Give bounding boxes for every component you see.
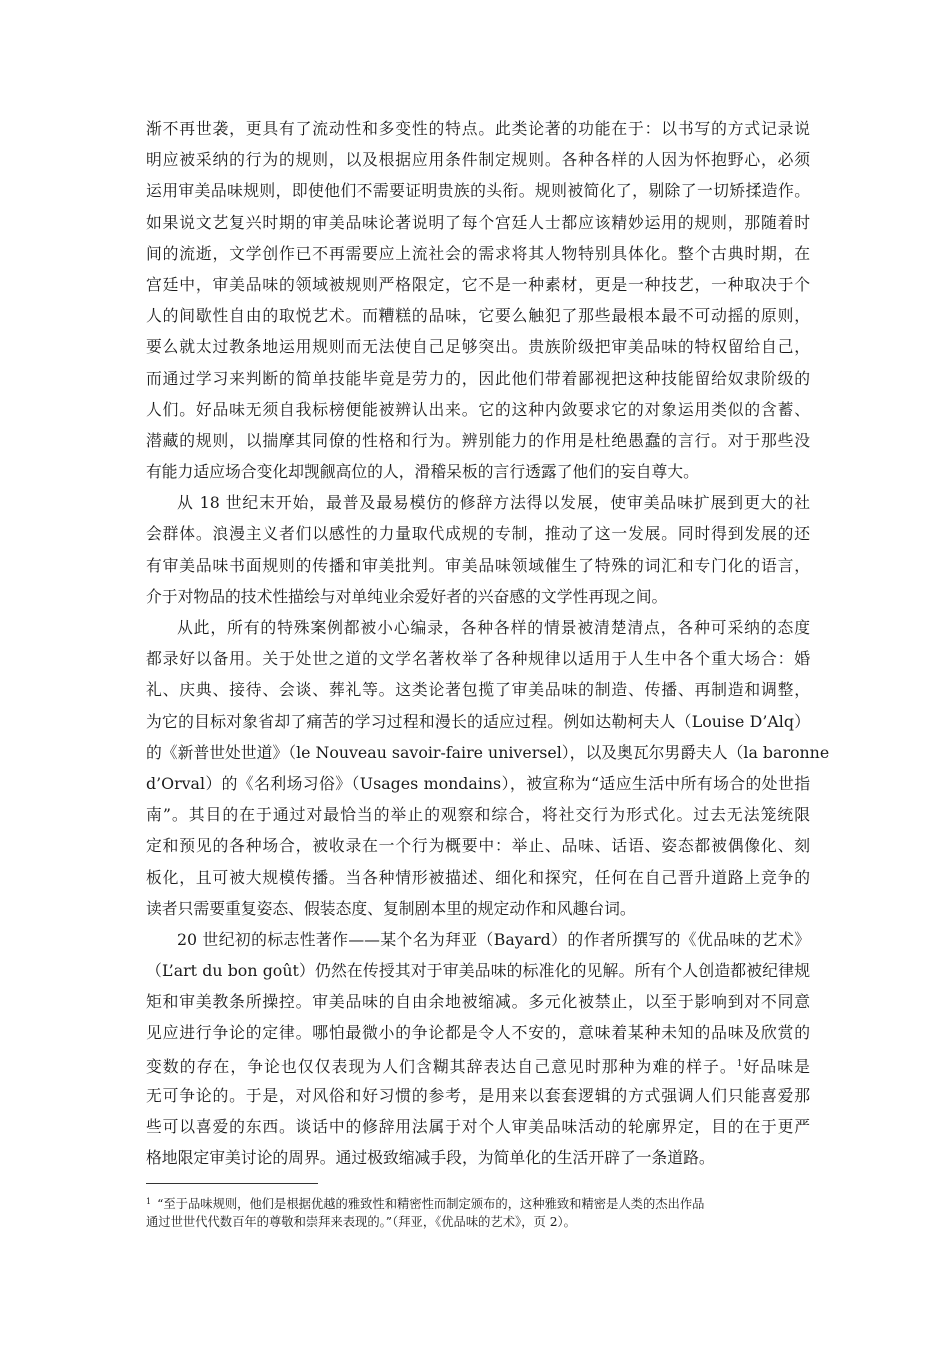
text-line: 些可以喜爱的东西。谈话中的修辞用法属于对个人审美品味活动的轮廓界定，目的在于更严 — [146, 1117, 810, 1136]
text-line: 运用审美品味规则，即使他们不需要证明贵族的头衔。规则被简化了，剔除了一切矫揉造作。 — [146, 181, 810, 201]
text-line: 会群体。浪漫主义者们以感性的力量取代成规的专制，推动了这一发展。同时得到发展的还 — [146, 524, 810, 544]
text-line: 如果说文艺复兴时期的审美品味论著说明了每个宫廷人士都应该精妙运用的规则，那随着时 — [146, 212, 810, 232]
text-segment: 变数的存在，争论也仅仅表现为人们含糊其辞表达自己意见时那种为难的样子。 — [146, 1056, 737, 1076]
footnote-reference[interactable]: 1 — [736, 1058, 743, 1069]
footnote-line: 通过世世代代数百年的尊敬和崇拜来表现的。”（拜亚，《优品味的艺术》，页 2）。 — [146, 1215, 576, 1229]
text-line: （L’art du bon goût）仍然在传授其对于审美品味的标准化的见解。所有个人创造都被纪律规 — [146, 961, 810, 981]
text-line: 有审美品味书面规则的传播和审美批判。审美品味领域催生了特殊的词汇和专门化的语言， — [146, 555, 810, 575]
text-line: 见应进行争论的定律。哪怕最微小的争论都是令人不安的，意味着某种未知的品味及欣赏的 — [146, 1023, 810, 1043]
text-line: 读者只需要重复姿态、假装态度、复制剧本里的规定动作和风趣台词。 — [146, 898, 636, 918]
text-line: 人的间歇性自由的取悦艺术。而糟糕的品味，它要么触犯了那些最根本最不可动摇的原则， — [146, 306, 810, 326]
text-line: 有能力适应场合变化却觊觎高位的人，滑稽呆板的言行透露了他们的妄自尊大。 — [146, 462, 699, 482]
footnote-marker: 1 — [146, 1197, 152, 1206]
text-line: 要么就太过教条地运用规则而无法使自己足够突出。贵族阶级把审美品味的特权留给自己， — [146, 337, 810, 357]
text-line: 无可争论的。于是，对风俗和好习惯的参考，是用来以套套逻辑的方式强调人们只能喜爱那 — [146, 1085, 810, 1105]
footnote-text: “至于品味规则，他们是根据优越的雅致性和精密性而制定颁布的，这种雅致和精密是人类的杰出作品 — [157, 1197, 705, 1211]
text-line: 矩和审美教条所操控。审美品味的自由余地被缩减。多元化被禁止，以至于影响到对不同意 — [146, 992, 810, 1012]
text-line: 而通过学习来判断的简单技能毕竟是劳力的，因此他们带着鄙视把这种技能留给奴隶阶级的 — [146, 368, 810, 388]
text-line: 潜藏的规则，以揣摩其同僚的性格和行为。辨别能力的作用是杜绝愚蠢的言行。对于那些没 — [146, 430, 810, 450]
text-line: 间的流逝，文学创作已不再需要应上流社会的需求将其人物特别具体化。整个古典时期，在 — [146, 243, 810, 263]
main-text — [146, 113, 830, 1173]
text-line: 都录好以备用。关于处世之道的文学名著枚举了各种规律以适用于人生中各个重大场合：婚 — [146, 649, 810, 669]
text-segment: 好品味是 — [742, 1056, 810, 1076]
text-line — [146, 1049, 810, 1080]
footnote-line — [146, 1192, 810, 1212]
text-line: 宫廷中，审美品味的领域被规则严格限定，它不是一种素材，更是一种技艺，一种取决于个 — [146, 274, 810, 294]
text-line: 南”。其目的在于通过对最恰当的举止的观察和综合，将社交行为形式化。过去无法笼统限 — [146, 805, 810, 825]
text-line: d’Orval）的《名利场习俗》（Usages mondains），被宣称为“适应生活中所有场合的处世指 — [146, 773, 810, 793]
text-line: 礼、庆典、接待、会谈、葬礼等。这类论著包揽了审美品味的制造、传播、再制造和调整， — [146, 680, 810, 700]
text-line: 从此，所有的特殊案例都被小心编录，各种各样的情景被清楚清点，各种可采纳的态度 — [177, 618, 810, 637]
text-line: 定和预见的各种场合，被收录在一个行为概要中：举止、品味、话语、姿态都被偶像化、刻 — [146, 836, 810, 856]
text-line: 从 18 世纪末开始，最普及最易模仿的修辞方法得以发展，使审美品味扩展到更大的社 — [177, 493, 810, 513]
text-line: 渐不再世袭，更具有了流动性和多变性的特点。此类论著的功能在于：以书写的方式记录说 — [146, 119, 810, 138]
text-line: 明应被采纳的行为的规则，以及根据应用条件制定规则。各种各样的人因为怀抱野心，必须 — [146, 150, 810, 170]
text-line: 的《新普世处世道》（le Nouveau savoir-faire universel），以及奥瓦尔男爵夫人（la baronne — [146, 742, 830, 762]
text-line: 格地限定审美讨论的周界。通过极致缩减手段，为简单化的生活开辟了一条道路。 — [146, 1148, 715, 1168]
footnote — [146, 1192, 810, 1232]
text-line: 为它的目标对象省却了痛苦的学习过程和漫长的适应过程。例如达勒柯夫人（Louise D’Alq） — [146, 711, 810, 731]
text-line: 20 世纪初的标志性著作——某个名为拜亚（Bayard）的作者所撰写的《优品味的艺术》 — [177, 929, 810, 949]
footnote-divider — [146, 1183, 318, 1184]
text-line: 板化，且可被大规模传播。当各种情形被描述、细化和探究，任何在自己晋升道路上竞争的 — [146, 867, 810, 887]
text-line: 介于对物品的技术性描绘与对单纯业余爱好者的兴奋感的文学性再现之间。 — [146, 586, 668, 606]
text-line: 人们。好品味无须自我标榜便能被辨认出来。它的这种内敛要求它的对象运用类似的含蓄、 — [146, 399, 810, 419]
